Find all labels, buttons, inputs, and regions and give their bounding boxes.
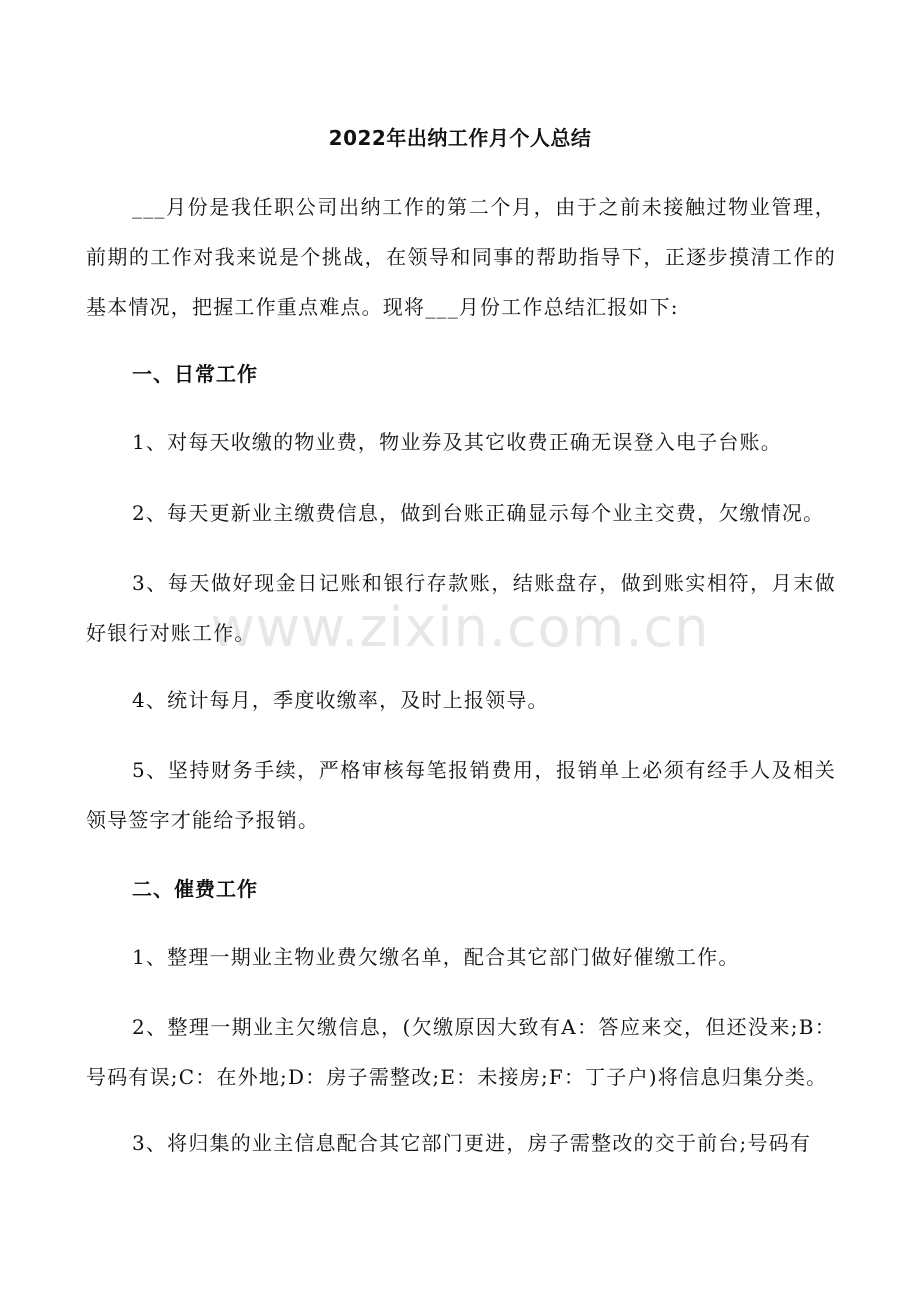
list-item: 2、每天更新业主缴费信息，做到台账正确显示每个业主交费，欠缴情况。: [132, 501, 825, 525]
list-item: 3、将归集的业主信息配合其它部门更进，房子需整改的交于前台;号码有: [132, 1131, 812, 1155]
section-heading-daily-work: 一、日常工作: [132, 362, 258, 386]
intro-paragraph: ___月份是我任职公司出纳工作的第二个月，由于之前未接触过物业管理，前期的工作对我来说是个挑战，在领导和同事的帮助指导下，正逐步摸清工作的基本情况，把握工作重点难点。现将___月份工作总结汇报如下:: [86, 195, 836, 319]
list-item: 2、整理一期业主欠缴信息，(欠缴原因大致有A：答应来交，但还没来;B：号码有误;C：在外地;D：房子需整改;E：未接房;F：丁子户)将信息归集分类。: [86, 1015, 836, 1089]
list-item: 5、坚持财务手续，严格审核每笔报销费用，报销单上必须有经手人及相关领导签字才能给予报销。: [86, 758, 836, 832]
section-heading-collection-work: 二、催费工作: [132, 877, 258, 901]
document-title: 2022年出纳工作月个人总结: [328, 126, 592, 150]
list-item: 1、对每天收缴的物业费，物业券及其它收费正确无误登入电子台账。: [132, 430, 782, 454]
watermark-text: www.zixin.com.cn: [210, 596, 710, 659]
list-item: 1、整理一期业主物业费欠缴名单，配合其它部门做好催缴工作。: [132, 945, 740, 969]
list-item: 3、每天做好现金日记账和银行存款账，结账盘存，做到账实相符，月末做好银行对账工作。: [86, 571, 836, 645]
list-item: 4、统计每月，季度收缴率，及时上报领导。: [132, 688, 549, 712]
